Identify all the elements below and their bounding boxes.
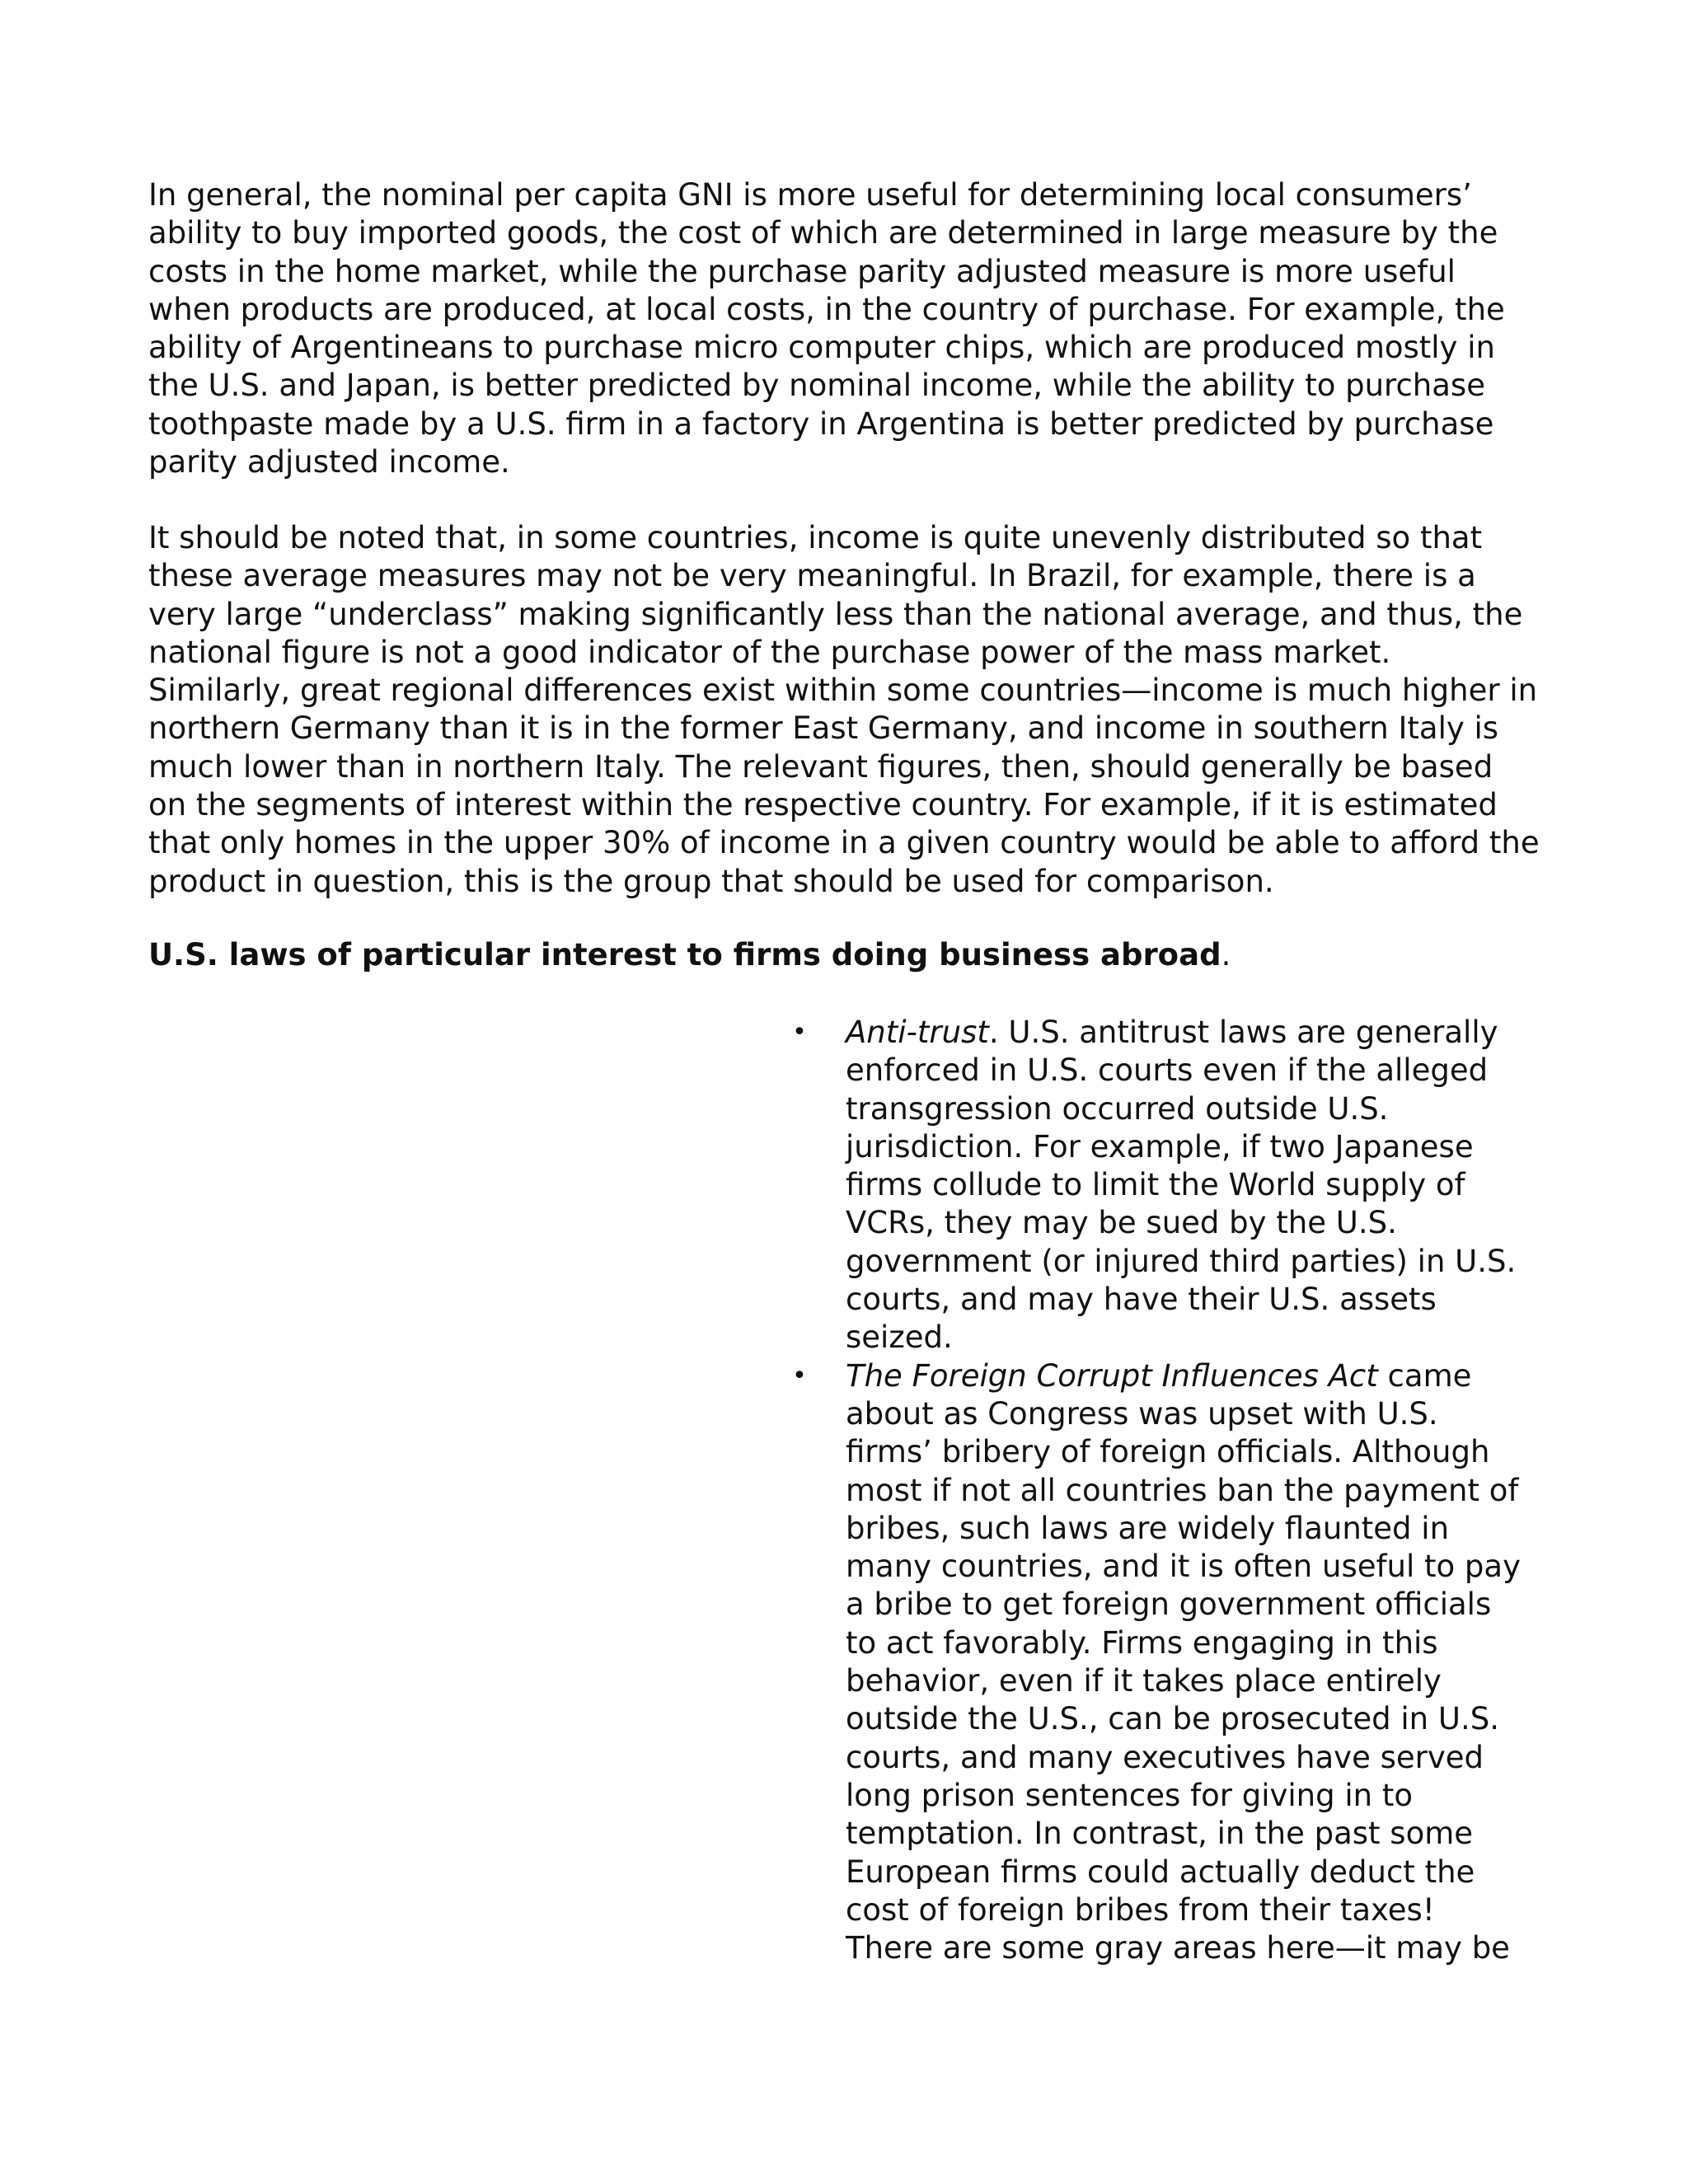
text-line: most if not all countries ban the payment of [846, 1472, 1519, 1508]
text-line: the U.S. and Japan, is better predicted by nominal income, while the ability to purchase [148, 368, 1485, 404]
section-heading-period: . [1221, 937, 1231, 972]
text-line: There are some gray areas here—it may be [846, 1930, 1510, 1966]
bullet-lead-term: The Foreign Corrupt Influences Act [846, 1357, 1378, 1394]
text-line: seized. [846, 1319, 953, 1356]
text-line: costs in the home market, while the purchase parity adjusted measure is more useful [148, 253, 1456, 289]
bullet-item-anti-trust [791, 1014, 1582, 1357]
text-line: jurisdiction. For example, if two Japanese [846, 1128, 1474, 1165]
text-line: northern Germany than it is in the former East Germany, and income in southern Italy is [148, 710, 1499, 747]
text-line: courts, and may have their U.S. assets [846, 1282, 1437, 1318]
text-line: long prison sentences for giving in to [846, 1777, 1413, 1813]
text-line: these average measures may not be very meaningful. In Brazil, for example, there is a [148, 558, 1476, 594]
text-line: very large “underclass” making significantly less than the national average, and thus, the [148, 596, 1523, 632]
paragraph-gni-usefulness [148, 176, 1517, 481]
text-line: ability of Argentineans to purchase micro computer chips, which are produced mostly in [148, 330, 1495, 366]
text-line: government (or injured third parties) in U.S. [846, 1243, 1517, 1279]
text-line: cost of foreign bribes from their taxes! [846, 1891, 1435, 1928]
text-line [846, 1014, 1582, 1052]
text-line: bribes, such laws are widely flaunted in [846, 1510, 1450, 1546]
bullet-icon: • [792, 1361, 807, 1390]
text-line: courts, and many executives have served [846, 1739, 1484, 1775]
text-line: In general, the nominal per capita GNI is more useful for determining local consumers’ [148, 177, 1472, 213]
section-heading [148, 936, 1231, 974]
text-line: outside the U.S., can be prosecuted in U.S. [846, 1701, 1499, 1737]
text-line: to act favorably. Firms engaging in this [846, 1624, 1438, 1661]
bullet-lead-term: Anti-trust [846, 1015, 989, 1050]
text-line: a bribe to get foreign government officials [846, 1586, 1492, 1623]
text-line: ability to buy imported goods, the cost of which are determined in large measure by the [148, 215, 1498, 251]
text-line: parity adjusted income. [148, 444, 510, 480]
text-line: product in question, this is the group that should be used for comparison. [148, 863, 1274, 899]
laws-bullet-list [791, 1014, 1582, 1967]
text-line: about as Congress was upset with U.S. [846, 1395, 1438, 1432]
text-line [846, 1357, 1582, 1395]
text-line: European firms could actually deduct the [846, 1854, 1475, 1890]
text-line: temptation. In contrast, in the past some [846, 1816, 1474, 1852]
text-line: VCRs, they may be sued by the U.S. [846, 1205, 1397, 1241]
section-heading-text: U.S. laws of particular interest to firms doing business abroad [148, 937, 1221, 972]
text-line: Similarly, great regional differences exist within some countries—income is much higher in [148, 673, 1538, 709]
text-line: firms’ bribery of foreign officials. Although [846, 1434, 1490, 1470]
text-line: many countries, and it is often useful to pay [846, 1549, 1521, 1585]
text-line: toothpaste made by a U.S. firm in a factory in Argentina is better predicted by purchase [148, 405, 1494, 442]
text-line: It should be noted that, in some countries, income is quite unevenly distributed so that [148, 520, 1483, 555]
text-line: on the segments of interest within the respective country. For example, if it is estimated [148, 787, 1498, 823]
text-line: when products are produced, at local costs, in the country of purchase. For example, the [148, 291, 1505, 327]
bullet-icon: • [792, 1018, 807, 1047]
text-line: that only homes in the upper 30% of income in a given country would be able to afford the [148, 825, 1540, 861]
text-line: much lower than in northern Italy. The relevant figures, then, should generally be based [148, 748, 1493, 785]
text-line: firms collude to limit the World supply of [846, 1167, 1465, 1203]
bullet-lead-rest: came [1377, 1357, 1472, 1394]
text-line: national figure is not a good indicator of the purchase power of the mass market. [148, 634, 1391, 670]
bullet-lead-rest: . U.S. antitrust laws are generally [988, 1015, 1498, 1050]
text-line: enforced in U.S. courts even if the alleged [846, 1052, 1489, 1089]
paragraph-income-distribution [148, 519, 1540, 901]
bullet-item-foreign-corrupt-act [791, 1357, 1582, 1968]
text-line: behavior, even if it takes place entirely [846, 1663, 1442, 1699]
text-line: transgression occurred outside U.S. [846, 1090, 1389, 1127]
